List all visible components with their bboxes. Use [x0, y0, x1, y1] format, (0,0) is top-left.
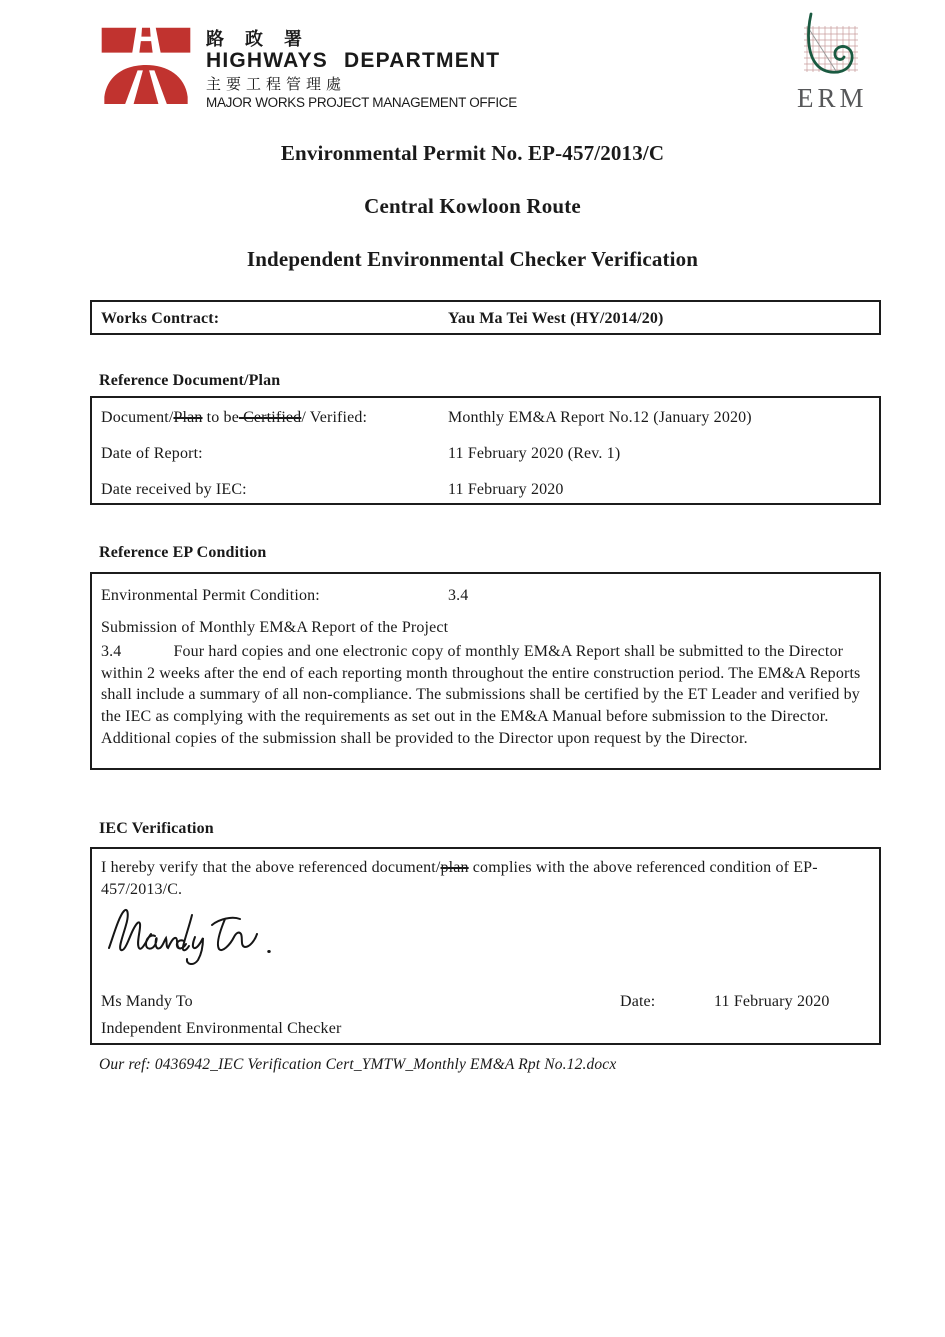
ep-condition-label: Environmental Permit Condition:	[101, 587, 320, 604]
erm-logo-text: ERM	[797, 83, 868, 113]
signer-title: Independent Environmental Checker	[101, 1020, 342, 1037]
dept-name-chinese: 路 政 署	[206, 29, 311, 49]
iec-verification-box	[90, 847, 881, 1045]
works-contract-box	[90, 300, 881, 335]
document-label-part: to be	[202, 409, 239, 426]
office-name-chinese: 主要工程管理處	[206, 76, 347, 93]
our-ref-line: Our ref: 0436942_IEC Verification Cert_YMTW_Monthly EM&A Rpt No.12.docx	[99, 1056, 617, 1073]
iec-verification-heading: IEC Verification	[99, 820, 214, 837]
office-name-english: MAJOR WORKS PROJECT MANAGEMENT OFFICE	[206, 95, 517, 110]
erm-spiral-icon	[798, 12, 862, 84]
date-of-report-row	[101, 443, 873, 464]
highways-department-titles	[206, 26, 517, 110]
reference-ep-box	[90, 572, 881, 770]
statement-part: complies with the above referenced condition of EP-457/2013/C.	[101, 859, 818, 898]
date-received-label: Date received by IEC:	[101, 481, 247, 498]
struck-word-certified: Certified	[238, 409, 302, 426]
reference-ep-heading: Reference EP Condition	[99, 544, 267, 561]
signer-date-row	[101, 993, 873, 1011]
document-label-part: / Verified:	[301, 409, 368, 426]
ep-subtitle-text: Submission of Monthly EM&A Report of the Project	[101, 619, 449, 636]
works-contract-value: Yau Ma Tei West (HY/2014/20)	[448, 310, 664, 327]
date-label: Date:	[620, 993, 656, 1010]
date-of-report-value: 11 February 2020 (Rev. 1)	[448, 445, 621, 462]
highways-department-header	[100, 26, 517, 110]
works-contract-label: Works Contract:	[101, 310, 220, 327]
ep-condition-value: 3.4	[448, 587, 469, 604]
document-to-be-verified-row	[101, 407, 873, 428]
ep-condition-row	[101, 585, 873, 606]
reference-document-heading: Reference Document/Plan	[99, 372, 281, 389]
date-received-value: 11 February 2020	[448, 481, 564, 498]
signer-name: Ms Mandy To	[101, 993, 193, 1010]
date-of-report-label: Date of Report:	[101, 445, 203, 462]
date-received-row	[101, 479, 873, 500]
highways-department-logo-icon	[100, 26, 192, 104]
dept-name-english: HIGHWAYS DEPARTMENT	[206, 49, 501, 72]
clause-number: 3.4	[101, 643, 122, 660]
date-value: 11 February 2020	[714, 993, 830, 1010]
erm-logo	[797, 12, 868, 113]
reference-document-box	[90, 396, 881, 505]
statement-part: I hereby verify that the above referenced document/	[101, 859, 441, 876]
document-type-title: Independent Environmental Checker Verification	[246, 247, 699, 271]
document-label-part: Document/	[101, 409, 174, 426]
clause-text: Four hard copies and one electronic copy of monthly EM&A Report shall be submitted to the Director within 2 weeks after the end of each reporting month throughout the entire construction period. The EM&A Reports shall include a summary of all non-compliance. The submissions shall be certified by the ET Leader and verified by the IEC as complying with the requirements as set out in the EM&A Manual before submission to the Director. Additional copies of the submission shall be provided to the Director upon request by the Director.	[101, 643, 861, 747]
project-title: Central Kowloon Route	[364, 194, 581, 218]
verification-statement	[101, 857, 871, 900]
permit-number-title: Environmental Permit No. EP-457/2013/C	[280, 141, 665, 165]
ep-clause-paragraph	[101, 641, 871, 750]
document-value: Monthly EM&A Report No.12 (January 2020)	[448, 409, 752, 426]
struck-word-plan: Plan	[173, 409, 203, 426]
ep-condition-subtitle	[101, 617, 873, 638]
signature	[106, 905, 278, 969]
struck-word-plan: plan	[440, 859, 469, 876]
works-contract-row	[101, 308, 873, 329]
